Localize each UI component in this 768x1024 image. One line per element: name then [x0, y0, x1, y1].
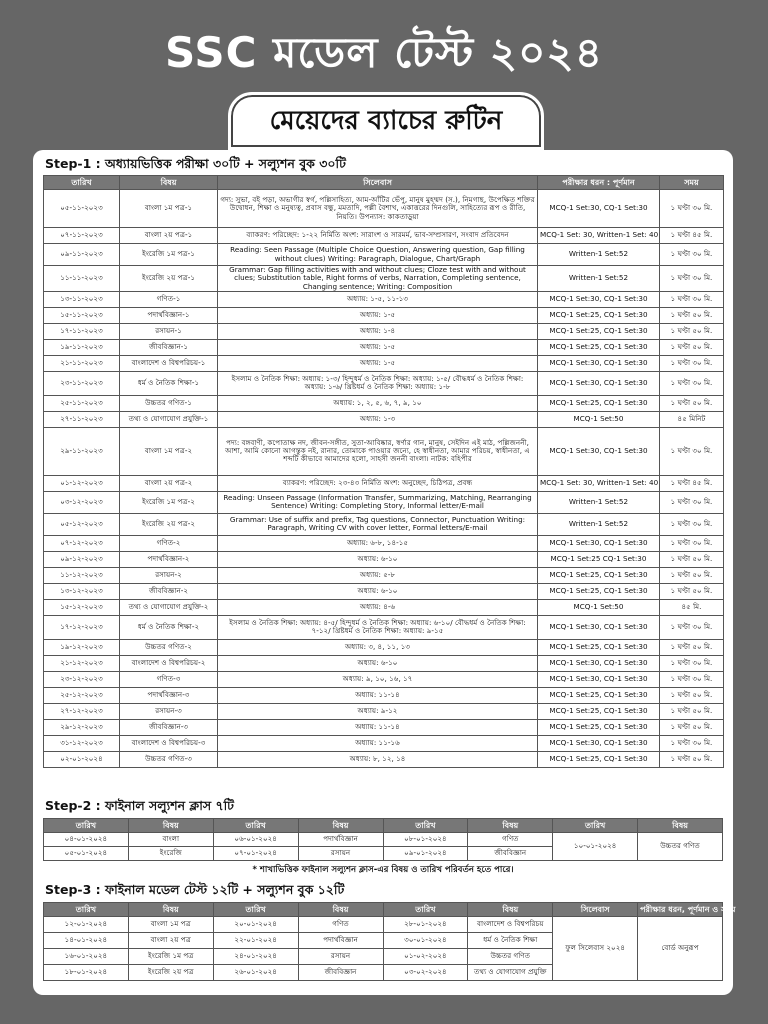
- table-cell: ১ ঘণ্টা ৩০ মি.: [660, 655, 724, 671]
- syllabus-cell: ফুল সিলেবাস ২০২৪: [553, 917, 638, 981]
- table-cell: ব্যাকরণ: পরিচ্ছেদ: ১-২২ নির্মিতি অংশ: সারাংশ ও সারমর্ম, ভাব-সম্প্রসারণ, সংবাদ প্রতিবেদন: [218, 228, 538, 244]
- table-cell: ২৭-১১-২০২৩: [44, 411, 120, 427]
- table-cell: ১ ঘণ্টা ৫০ মি.: [660, 339, 724, 355]
- table-cell: MCQ-1 Set:25, CQ-1 Set:30: [538, 703, 660, 719]
- table-cell: ২০-০১-২০২৪: [213, 917, 298, 933]
- table-row: [44, 395, 724, 411]
- table-cell: ১ ঘণ্টা ৩০ মি.: [660, 491, 724, 513]
- table-cell: MCQ-1 Set:25, CQ-1 Set:30: [538, 307, 660, 323]
- table-cell: MCQ-1 Set:25, CQ-1 Set:30: [538, 323, 660, 339]
- table-row: [44, 323, 724, 339]
- table-row: [44, 339, 724, 355]
- table-cell: MCQ-1 Set:30, CQ-1 Set:30: [538, 355, 660, 371]
- table-cell: Grammar: Gap filling activities with and without clues; Cloze test with and without clues; Substitution table, Right forms of verbs, Narration, Completing sentence, Changing sentence; Writing: Composition: [218, 266, 538, 292]
- table-cell: গণিত-১: [120, 291, 218, 307]
- step1-table: [43, 175, 724, 768]
- step1-desc: : অধ্যায়ভিত্তিক পরীক্ষা ৩০টি + সল্যুশন বুক ৩০টি: [91, 156, 346, 171]
- table-cell: MCQ-1 Set:50: [538, 411, 660, 427]
- step3-desc: : ফাইনাল মডেল টেস্ট ১২টি + সল্যুশন বুক ১২টি: [91, 882, 345, 897]
- table-cell: Grammar: Use of suffix and prefix, Tag questions, Connector, Punctuation Writing: Paragraph, Writing CV with cover letter, Formal letters/E-mail: [218, 513, 538, 535]
- table-cell: ১ ঘণ্টা ৫০ মি.: [660, 751, 724, 767]
- table-cell: ১ ঘণ্টা ৫০ মি.: [660, 567, 724, 583]
- table-cell: ১ ঘণ্টা ৩০ মি.: [660, 615, 724, 639]
- table-row: [44, 307, 724, 323]
- table-row: [44, 355, 724, 371]
- table-cell: বাংলা ১ম পত্র-২: [120, 427, 218, 475]
- table-row: [44, 491, 724, 513]
- table-row: [44, 655, 724, 671]
- step1-label: Step-1: [45, 156, 92, 171]
- table-cell: অধ্যায়: ১-৩: [218, 411, 538, 427]
- table-cell: রসায়ন: [298, 949, 383, 965]
- step2-header-cell: তারিখ: [44, 819, 129, 833]
- table-row: [44, 266, 724, 292]
- table-cell: অধ্যায়: ১১-১৬: [218, 735, 538, 751]
- table-cell: ০৪-০১-২০২৪: [44, 833, 129, 847]
- step1-header-cell: বিষয়: [120, 176, 218, 190]
- table-cell: অধ্যায়: ৩, ৪, ১১, ১৩: [218, 639, 538, 655]
- table-cell: ১৮-০১-২০২৪: [44, 965, 129, 981]
- table-cell: তথ্য ও যোগাযোগ প্রযুক্তি-২: [120, 599, 218, 615]
- table-cell: ১৭-১২-২০২৩: [44, 615, 120, 639]
- table-row: [44, 190, 724, 228]
- table-cell: অধ্যায়: ৬-১০: [218, 583, 538, 599]
- table-cell: ০৫-১২-২০২৩: [44, 513, 120, 535]
- table-cell: ১ ঘণ্টা ৩০ মি.: [660, 266, 724, 292]
- table-cell: MCQ-1 Set:25, CQ-1 Set:30: [538, 687, 660, 703]
- step2-header-cell: বিষয়: [128, 819, 213, 833]
- table-cell: অধ্যায়: ৯-১২: [218, 703, 538, 719]
- table-cell: ২৯-১১-২০২৩: [44, 427, 120, 475]
- table-cell: ২৭-১২-২০২৩: [44, 703, 120, 719]
- table-cell: Reading: Unseen Passage (Information Transfer, Summarizing, Matching, Rearranging Sentence) Writing: Completing Story, Informal letter/E-mail: [218, 491, 538, 513]
- table-cell: MCQ-1 Set:50: [538, 599, 660, 615]
- table-cell: ২৩-১১-২০২৩: [44, 371, 120, 395]
- table-cell: ১ ঘণ্টা ৪৫ মি.: [660, 475, 724, 491]
- table-cell: রসায়ন-২: [120, 567, 218, 583]
- table-cell: ইংরেজি ১ম পত্র-১: [120, 244, 218, 266]
- table-cell: ২১-১২-২০২৩: [44, 655, 120, 671]
- table-row: [44, 719, 724, 735]
- table-row: [44, 291, 724, 307]
- table-cell: MCQ-1 Set:25, CQ-1 Set:30: [538, 751, 660, 767]
- table-cell: ১ ঘণ্টা ৫০ মি.: [660, 307, 724, 323]
- table-cell: পদার্থবিজ্ঞান: [298, 833, 383, 847]
- table-cell: MCQ-1 Set:30, CQ-1 Set:30: [538, 371, 660, 395]
- table-cell: ৩১-১২-২০২৩: [44, 735, 120, 751]
- table-cell: গণিত-২: [120, 535, 218, 551]
- table-row: [44, 567, 724, 583]
- step2-header-cell: তারিখ: [383, 819, 468, 833]
- table-cell: অধ্যায়: ৬-৮, ১৪-১৫: [218, 535, 538, 551]
- table-cell: ০৩-১২-২০২৩: [44, 491, 120, 513]
- table-row: [44, 535, 724, 551]
- table-cell: Written-1 Set:52: [538, 244, 660, 266]
- table-cell: ২৩-১২-২০২৩: [44, 671, 120, 687]
- table-row: [44, 615, 724, 639]
- table-cell: অধ্যায়: ১১-১৪: [218, 719, 538, 735]
- table-cell: অধ্যায়: ৫-৮: [218, 567, 538, 583]
- table-cell: ১ ঘণ্টা ৫০ মি.: [660, 323, 724, 339]
- table-cell: ১২-০১-২০২৪: [44, 917, 129, 933]
- table-row: [44, 583, 724, 599]
- step1-header-cell: পরীক্ষার ধরন : পূর্ণমান: [538, 176, 660, 190]
- table-cell: ০৯-১২-২০২৩: [44, 551, 120, 567]
- table-cell: পদার্থবিজ্ঞান-২: [120, 551, 218, 567]
- step3-header-cell: বিষয়: [298, 903, 383, 917]
- table-cell: ইংরেজি ২য় পত্র-১: [120, 266, 218, 292]
- table-row: [44, 551, 724, 567]
- table-cell: ১ ঘণ্টা ৫০ মি.: [660, 719, 724, 735]
- step2-table: [43, 818, 723, 861]
- step2-header-cell: বিষয়: [298, 819, 383, 833]
- step2-note: * শাখাভিত্তিক ফাইনাল সল্যুশন ক্লাস-এর বিষয় ও তারিখ পরিবর্তন হতে পারে।: [252, 865, 514, 875]
- table-cell: ইংরেজি ২য় পত্র: [128, 965, 213, 981]
- table-row: [44, 228, 724, 244]
- step3-header-cell: বিষয়: [128, 903, 213, 917]
- table-cell: ধর্ম ও নৈতিক শিক্ষা-২: [120, 615, 218, 639]
- table-row: [44, 475, 724, 491]
- step2-header-cell: তারিখ: [213, 819, 298, 833]
- table-row: [44, 244, 724, 266]
- table-cell: ১ ঘণ্টা ৩০ মি.: [660, 190, 724, 228]
- table-cell: MCQ-1 Set:30, CQ-1 Set:30: [538, 615, 660, 639]
- table-cell: ১৬-০১-২০২৪: [44, 949, 129, 965]
- table-cell: জীববিজ্ঞান: [468, 847, 553, 861]
- step3-header-cell: সিলেবাস: [553, 903, 638, 917]
- table-cell: ০৮-০১-২০২৪: [383, 833, 468, 847]
- table-row: [44, 735, 724, 751]
- step2-heading: [45, 798, 234, 818]
- table-cell: ১১-১২-২০২৩: [44, 567, 120, 583]
- table-cell: ইসলাম ও নৈতিক শিক্ষা: অধ্যায়: ৪-৫/ হিন্দুধর্ম ও নৈতিক শিক্ষা: অধ্যায়: ৬-১০/ বৌদ্ধধর্ম ও নৈতিক শিক্ষা: ৭-১২/ খ্রিষ্টধর্ম ও নৈতিক শিক্ষা: অধ্যায়: ৯-১৫: [218, 615, 538, 639]
- table-cell: ২১-১১-২০২৩: [44, 355, 120, 371]
- table-cell: MCQ-1 Set:25, CQ-1 Set:30: [538, 719, 660, 735]
- table-cell: ০৩-০২-২০২৪: [383, 965, 468, 981]
- table-cell: রসায়ন: [298, 847, 383, 861]
- table-cell: বাংলা: [128, 833, 213, 847]
- table-cell: MCQ-1 Set:25, CQ-1 Set:30: [538, 395, 660, 411]
- last-class-date: ১০-০১-২০২৪: [553, 833, 638, 861]
- step3-header-cell: তারিখ: [213, 903, 298, 917]
- table-cell: ১৭-১১-২০২৩: [44, 323, 120, 339]
- table-cell: গণিত-৩: [120, 671, 218, 687]
- table-cell: ইসলাম ও নৈতিক শিক্ষা: অধ্যায়: ১-৩/ হিন্দুধর্ম ও নৈতিক শিক্ষা: অধ্যায়: ১-৫/ বৌদ্ধধর্ম ও নৈতিক শিক্ষা: অধ্যায়: ১-৬/ খ্রিষ্টধর্ম ও নৈতিক শিক্ষা: অধ্যায়: ১-৮: [218, 371, 538, 395]
- table-cell: ১ ঘণ্টা ৩০ মি.: [660, 513, 724, 535]
- table-row: [44, 427, 724, 475]
- table-cell: ১ ঘণ্টা ৫০ মি.: [660, 687, 724, 703]
- table-cell: জীববিজ্ঞান-৩: [120, 719, 218, 735]
- table-cell: পদার্থবিজ্ঞান: [298, 933, 383, 949]
- table-cell: Written-1 Set:52: [538, 266, 660, 292]
- table-cell: অধ্যায়: ৬-১০: [218, 655, 538, 671]
- table-cell: ১৪-০১-২০২৪: [44, 933, 129, 949]
- table-cell: Written-1 Set:52: [538, 513, 660, 535]
- table-cell: ০৫-০১-২০২৪: [44, 847, 129, 861]
- table-row: [44, 513, 724, 535]
- table-cell: বাংলা ১ম পত্র-১: [120, 190, 218, 228]
- table-cell: পদ্য: বঙ্গবাণী, কপোতাক্ষ নদ, জীবন-সঙ্গীত, সুতা-আবিষ্কার, স্বর্ণার গান, মানুষ, সেইদিন এই মাঠ, পল্লিজননী, আশা, আমি কোনো আগন্তুক নই, রানার, তোমাকে পাওয়ার জন্যে, হে স্বাধীনতা, আমার পরিচয়, স্বাধীনতা, এ শব্দটি কীভাবে আমাদের হলো, সাহসী জননী বাংলা। নাটক: বহিপীর: [218, 427, 538, 475]
- table-cell: ২৯-১২-২০২৩: [44, 719, 120, 735]
- table-row: [44, 751, 724, 767]
- table-cell: MCQ-1 Set:25, CQ-1 Set:30: [538, 339, 660, 355]
- table-cell: MCQ-1 Set:30, CQ-1 Set:30: [538, 190, 660, 228]
- table-cell: ১৩-১১-২০২৩: [44, 291, 120, 307]
- table-cell: ইংরেজি ২য় পত্র-২: [120, 513, 218, 535]
- table-cell: ইংরেজি: [128, 847, 213, 861]
- table-cell: ১ ঘণ্টা ৫০ মি.: [660, 551, 724, 567]
- table-cell: MCQ-1 Set: 30, Written-1 Set: 40: [538, 475, 660, 491]
- table-cell: ০১-১২-২০২৩: [44, 475, 120, 491]
- table-cell: অধ্যায়: ৬-১০: [218, 551, 538, 567]
- table-cell: বাংলা ২য় পত্র: [128, 933, 213, 949]
- table-row: [44, 599, 724, 615]
- table-cell: MCQ-1 Set:30, CQ-1 Set:30: [538, 291, 660, 307]
- table-cell: তথ্য ও যোগাযোগ প্রযুক্তি: [468, 965, 553, 981]
- table-cell: ১ ঘণ্টা ৫০ মি.: [660, 395, 724, 411]
- table-cell: ১৫-১২-২০২৩: [44, 599, 120, 615]
- routine-card: [33, 150, 736, 995]
- table-cell: উচ্চতর গণিত: [468, 949, 553, 965]
- table-cell: ধর্ম ও নৈতিক শিক্ষা-১: [120, 371, 218, 395]
- step3-table: [43, 902, 736, 981]
- step2-header-cell: বিষয়: [638, 819, 723, 833]
- table-cell: অধ্যায়: ১-৫: [218, 307, 538, 323]
- table-cell: ৪৫ মিনিট: [660, 411, 724, 427]
- table-cell: উচ্চতর গণিত-১: [120, 395, 218, 411]
- table-cell: ০৭-১২-২০২৩: [44, 535, 120, 551]
- table-cell: পদার্থবিজ্ঞান-১: [120, 307, 218, 323]
- table-row: [44, 703, 724, 719]
- table-cell: MCQ-1 Set: 30, Written-1 Set: 40: [538, 228, 660, 244]
- table-cell: ১ ঘণ্টা ৩০ মি.: [660, 371, 724, 395]
- table-cell: ৪৫ মি.: [660, 599, 724, 615]
- step2-header-cell: বিষয়: [468, 819, 553, 833]
- table-cell: Written-1 Set:52: [538, 491, 660, 513]
- table-cell: ৩০-০১-২০২৪: [383, 933, 468, 949]
- table-cell: অধ্যায়: ১-৫, ১১-১৩: [218, 291, 538, 307]
- step2-header-cell: তারিখ: [553, 819, 638, 833]
- table-row: [44, 917, 723, 933]
- table-cell: ০৯-১১-২০২৩: [44, 244, 120, 266]
- table-cell: বাংলা ১ম পত্র: [128, 917, 213, 933]
- table-cell: ২৫-১১-২০২৩: [44, 395, 120, 411]
- table-cell: ২৫-১২-২০২৩: [44, 687, 120, 703]
- table-cell: অধ্যায়: ৯, ১০, ১৬, ১৭: [218, 671, 538, 687]
- table-cell: MCQ-1 Set:25 CQ-1 Set:30: [538, 551, 660, 567]
- table-cell: বাংলাদেশ ও বিশ্বপরিচয়-৩: [120, 735, 218, 751]
- table-cell: রসায়ন-১: [120, 323, 218, 339]
- table-cell: ১ ঘণ্টা ৫০ মি.: [660, 639, 724, 655]
- table-cell: ১ ঘণ্টা ৫০ মি.: [660, 703, 724, 719]
- table-row: [44, 687, 724, 703]
- table-cell: অধ্যায়: ১-৪: [218, 323, 538, 339]
- table-row: [44, 371, 724, 395]
- table-cell: উচ্চতর গণিত-৩: [120, 751, 218, 767]
- table-cell: জীববিজ্ঞান-১: [120, 339, 218, 355]
- table-cell: ১৫-১১-২০২৩: [44, 307, 120, 323]
- table-cell: ০৯-০১-২০২৪: [383, 847, 468, 861]
- table-cell: ইংরেজি ১ম পত্র-২: [120, 491, 218, 513]
- table-cell: ০১-০২-২০২৪: [383, 949, 468, 965]
- table-cell: অধ্যায়: ১-৫: [218, 355, 538, 371]
- table-cell: ০৭-১১-২০২৩: [44, 228, 120, 244]
- table-cell: গদ্য: সুভা, বই পড়া, অভাগীর স্বর্গ, পল্লিসাহিত্য, আম-আঁটির ভেঁপু, মানুষ মুহম্মদ (স.), নিমগাছ, উপেক্ষিত শক্তির উদ্বোধন, শিক্ষা ও মনুষ্যত্ব, প্রবাস বন্ধু, মমতাদি, পল্লী বৈশাখ, একাত্তরের দিনগুলি, সাহিত্যের রূপ ও রীতি, নিয়তি। উপন্যাস: কাকতাড়ুয়া: [218, 190, 538, 228]
- table-cell: জীববিজ্ঞান: [298, 965, 383, 981]
- page-title: SSC মডেল টেস্ট ২০২৪: [165, 28, 603, 77]
- table-cell: MCQ-1 Set:30, CQ-1 Set:30: [538, 655, 660, 671]
- table-cell: বাংলা ২য় পত্র-১: [120, 228, 218, 244]
- table-cell: ব্যাকরণ: পরিচ্ছেদ: ২৩-৪৩ নির্মিতি অংশ: অনুচ্ছেদ, চিঠিপত্র, প্রবন্ধ: [218, 475, 538, 491]
- table-cell: গণিত: [468, 833, 553, 847]
- table-cell: ১১-১১-২০২৩: [44, 266, 120, 292]
- table-cell: MCQ-1 Set:25, CQ-1 Set:30: [538, 639, 660, 655]
- table-cell: ১৯-১১-২০২৩: [44, 339, 120, 355]
- batch-subtitle: মেয়েদের ব্যাচের রুটিন: [228, 92, 544, 150]
- table-cell: ০৬-০১-২০২৪: [213, 833, 298, 847]
- table-cell: ধর্ম ও নৈতিক শিক্ষা: [468, 933, 553, 949]
- table-cell: MCQ-1 Set:25, CQ-1 Set:30: [538, 567, 660, 583]
- step3-header-cell: বিষয়: [468, 903, 553, 917]
- table-cell: অধ্যায়: ৮, ১২, ১৪: [218, 751, 538, 767]
- table-cell: অধ্যায়: ১১-১৪: [218, 687, 538, 703]
- table-cell: রসায়ন-৩: [120, 703, 218, 719]
- step3-heading: [45, 882, 344, 902]
- table-cell: অধ্যায়: ১, ২, ৫, ৬, ৭, ৯, ১০: [218, 395, 538, 411]
- table-cell: ১ ঘণ্টা ৩০ মি.: [660, 355, 724, 371]
- table-cell: ১ ঘণ্টা ৩০ মি.: [660, 671, 724, 687]
- table-cell: ২৮-০১-২০২৪: [383, 917, 468, 933]
- table-cell: ১৩-১২-২০২৩: [44, 583, 120, 599]
- step1-header-cell: তারিখ: [44, 176, 120, 190]
- table-cell: পদার্থবিজ্ঞান-৩: [120, 687, 218, 703]
- table-cell: ২৪-০১-২০২৪: [213, 949, 298, 965]
- step3-header-cell: তারিখ: [44, 903, 129, 917]
- table-cell: ১ ঘণ্টা ৩০ মি.: [660, 244, 724, 266]
- table-cell: ০৫-১১-২০২৩: [44, 190, 120, 228]
- table-cell: ইংরেজি ১ম পত্র: [128, 949, 213, 965]
- table-cell: MCQ-1 Set:25, CQ-1 Set:30: [538, 583, 660, 599]
- table-cell: ২২-০১-২০২৪: [213, 933, 298, 949]
- step3-header-cell: পরীক্ষার ধরন, পূর্ণমান ও সময়: [638, 903, 723, 917]
- table-cell: তথ্য ও যোগাযোগ প্রযুক্তি-১: [120, 411, 218, 427]
- table-cell: MCQ-1 Set:30, CQ-1 Set:30: [538, 535, 660, 551]
- table-row: [44, 833, 723, 847]
- table-row: [44, 639, 724, 655]
- table-cell: অধ্যায়: ৪-৬: [218, 599, 538, 615]
- table-cell: MCQ-1 Set:30, CQ-1 Set:30: [538, 671, 660, 687]
- table-cell: বাংলাদেশ ও বিশ্বপরিচয়: [468, 917, 553, 933]
- table-cell: উচ্চতর গণিত-২: [120, 639, 218, 655]
- table-cell: ১ ঘণ্টা ৩০ মি.: [660, 427, 724, 475]
- step3-header-cell: তারিখ: [383, 903, 468, 917]
- step2-desc: : ফাইনাল সল্যুশন ক্লাস ৭টি: [91, 798, 234, 813]
- table-row: [44, 671, 724, 687]
- table-cell: MCQ-1 Set:30, CQ-1 Set:30: [538, 427, 660, 475]
- step1-heading: [45, 156, 346, 176]
- table-cell: বাংলাদেশ ও বিশ্বপরিচয়-২: [120, 655, 218, 671]
- table-cell: ১ ঘণ্টা ৩০ মি.: [660, 291, 724, 307]
- table-cell: বাংলা ২য় পত্র-২: [120, 475, 218, 491]
- step1-header-cell: সময়: [660, 176, 724, 190]
- table-cell: MCQ-1 Set:30, CQ-1 Set:30: [538, 735, 660, 751]
- table-cell: জীববিজ্ঞান-২: [120, 583, 218, 599]
- table-cell: বাংলাদেশ ও বিশ্বপরিচয়-১: [120, 355, 218, 371]
- table-cell: ১৯-১২-২০২৩: [44, 639, 120, 655]
- step1-header-cell: সিলেবাস: [218, 176, 538, 190]
- table-cell: ১ ঘণ্টা ৪৫ মি.: [660, 228, 724, 244]
- step2-label: Step-2: [45, 798, 92, 813]
- table-cell: ১ ঘণ্টা ৫০ মি.: [660, 583, 724, 599]
- table-cell: ০২-০১-২০২৪: [44, 751, 120, 767]
- table-cell: ২৬-০১-২০২৪: [213, 965, 298, 981]
- table-cell: গণিত: [298, 917, 383, 933]
- table-cell: ১ ঘণ্টা ৩০ মি.: [660, 535, 724, 551]
- exam-format-cell: বোর্ড অনুরূপ: [638, 917, 723, 981]
- table-cell: Reading: Seen Passage (Multiple Choice Question, Answering question, Gap filling without clues) Writing: Paragraph, Dialogue, Chart/Graph: [218, 244, 538, 266]
- table-cell: অধ্যায়: ১-৫: [218, 339, 538, 355]
- table-cell: ০৭-০১-২০২৪: [213, 847, 298, 861]
- last-class-subject: উচ্চতর গণিত: [638, 833, 723, 861]
- table-cell: ১ ঘণ্টা ৩০ মি.: [660, 735, 724, 751]
- table-row: [44, 411, 724, 427]
- step3-label: Step-3: [45, 882, 92, 897]
